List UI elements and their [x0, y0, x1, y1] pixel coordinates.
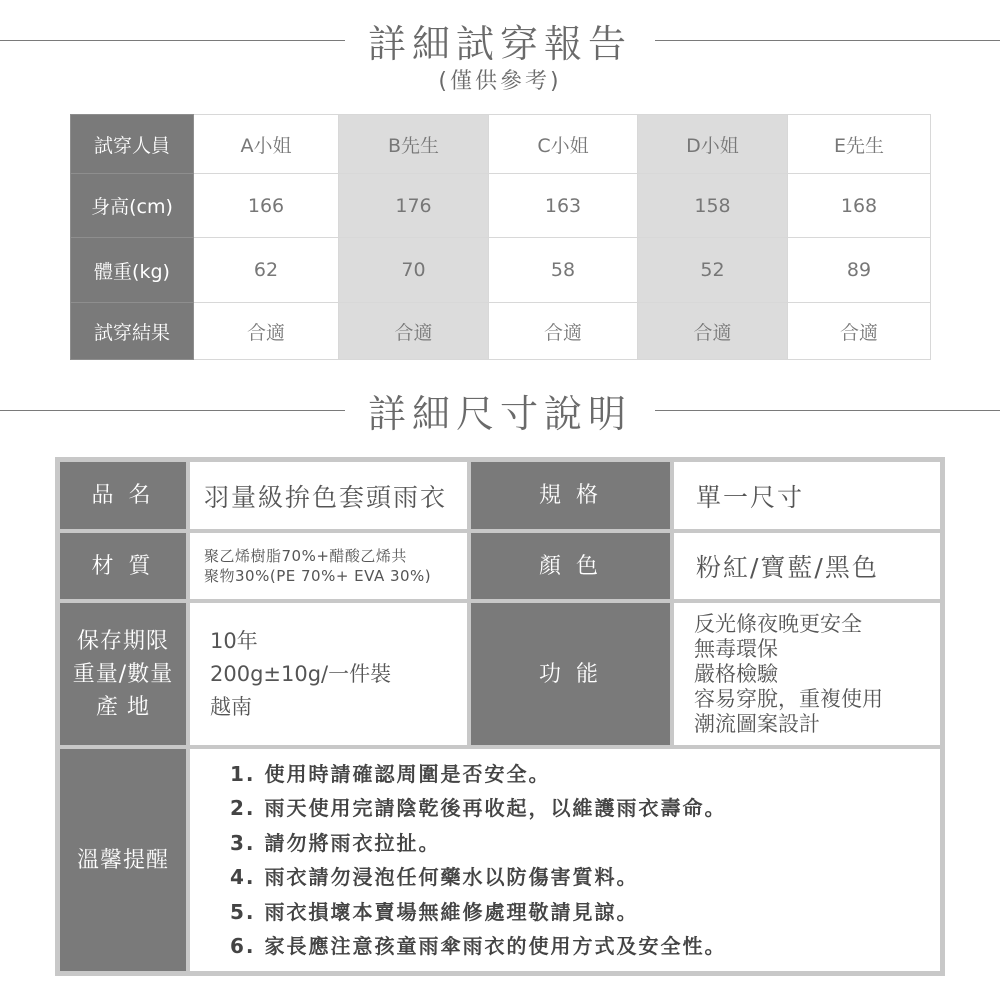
column-header: 試穿人員 — [71, 115, 194, 174]
row-label: 試穿結果 — [71, 303, 194, 360]
table-cell: 合適 — [194, 303, 339, 360]
table-cell: 合適 — [788, 303, 931, 360]
report-title: 詳細試穿報告 — [367, 21, 632, 66]
function-item: 無毒環保 — [694, 636, 778, 661]
table-cell: 166 — [194, 174, 339, 238]
function-item: 容易穿脫，重複使用 — [694, 686, 883, 711]
function-item: 嚴格檢驗 — [694, 661, 778, 686]
report-subtitle: (僅供參考) — [438, 69, 562, 94]
note-item: 4. 雨衣請勿浸泡任何藥水以防傷害質料。 — [230, 865, 639, 889]
fitting-report-table — [70, 114, 931, 360]
meta-labels — [60, 603, 186, 745]
column-header: D小姐 — [638, 115, 788, 174]
table-cell: 70 — [339, 238, 489, 303]
notes-value — [190, 749, 940, 971]
note-item: 5. 雨衣損壞本賣場無維修處理敬請見諒。 — [230, 899, 639, 924]
table-cell: 158 — [638, 174, 788, 238]
table-row — [71, 238, 931, 303]
material-value — [190, 533, 467, 599]
column-header: B先生 — [339, 115, 489, 174]
title-divider-left — [0, 410, 345, 411]
origin-label: 產 地 — [95, 694, 150, 720]
title-divider-right — [655, 410, 1000, 411]
title-divider-right — [655, 40, 1000, 41]
function-label: 功 能 — [471, 603, 670, 745]
table-row — [71, 303, 931, 360]
row-label: 身高(cm) — [71, 174, 194, 238]
function-value — [674, 603, 940, 745]
function-item: 潮流圖案設計 — [694, 711, 820, 736]
table-cell: 176 — [339, 174, 489, 238]
table-cell: 合適 — [638, 303, 788, 360]
column-header: C小姐 — [489, 115, 638, 174]
title-divider-left — [0, 40, 345, 41]
table-cell: 合適 — [339, 303, 489, 360]
note-item: 1. 使用時請確認周圍是否安全。 — [230, 761, 551, 786]
table-cell: 163 — [489, 174, 638, 238]
note-item: 6. 家長應注意孩童雨傘雨衣的使用方式及安全性。 — [230, 934, 727, 958]
shelf-life-label: 保存期限 — [76, 628, 169, 654]
weight-quantity-value: 200g±10g/一件裝 — [210, 661, 392, 686]
size-title-block — [0, 380, 1000, 440]
table-cell: 168 — [788, 174, 931, 238]
table-cell: 52 — [638, 238, 788, 303]
note-item: 3. 請勿將雨衣拉扯。 — [230, 830, 441, 855]
report-title-block — [0, 10, 1000, 70]
material-label: 材 質 — [60, 533, 186, 599]
function-item: 反光條夜晚更安全 — [694, 611, 862, 636]
spec-value: 單一尺寸 — [674, 462, 940, 529]
table-cell: 89 — [788, 238, 931, 303]
column-header: E先生 — [788, 115, 931, 174]
product-name-value: 羽量級拚色套頭雨衣 — [190, 462, 467, 529]
material-line: 聚乙烯樹脂70%+醋酸乙烯共 — [204, 547, 407, 565]
table-row — [71, 174, 931, 238]
material-line: 聚物30%(PE 70%+ EVA 30%) — [204, 567, 432, 585]
note-item: 2. 雨天使用完請陰乾後再收起，以維護雨衣壽命。 — [230, 796, 727, 820]
spec-label: 規 格 — [471, 462, 670, 529]
weight-quantity-label: 重量/數量 — [72, 661, 174, 687]
origin-value: 越南 — [210, 694, 252, 719]
table-cell: 62 — [194, 238, 339, 303]
shelf-life-value: 10年 — [210, 628, 258, 653]
table-cell: 合適 — [489, 303, 638, 360]
table-cell: 58 — [489, 238, 638, 303]
color-label: 顏 色 — [471, 533, 670, 599]
color-value: 粉紅/寶藍/黑色 — [674, 533, 940, 599]
meta-values — [190, 603, 467, 745]
notes-label: 溫馨提醒 — [60, 749, 186, 971]
product-name-label: 品 名 — [60, 462, 186, 529]
row-label: 體重(kg) — [71, 238, 194, 303]
table-row — [71, 115, 931, 174]
product-spec-table — [55, 457, 945, 976]
column-header: A小姐 — [194, 115, 339, 174]
size-title: 詳細尺寸說明 — [367, 391, 632, 436]
